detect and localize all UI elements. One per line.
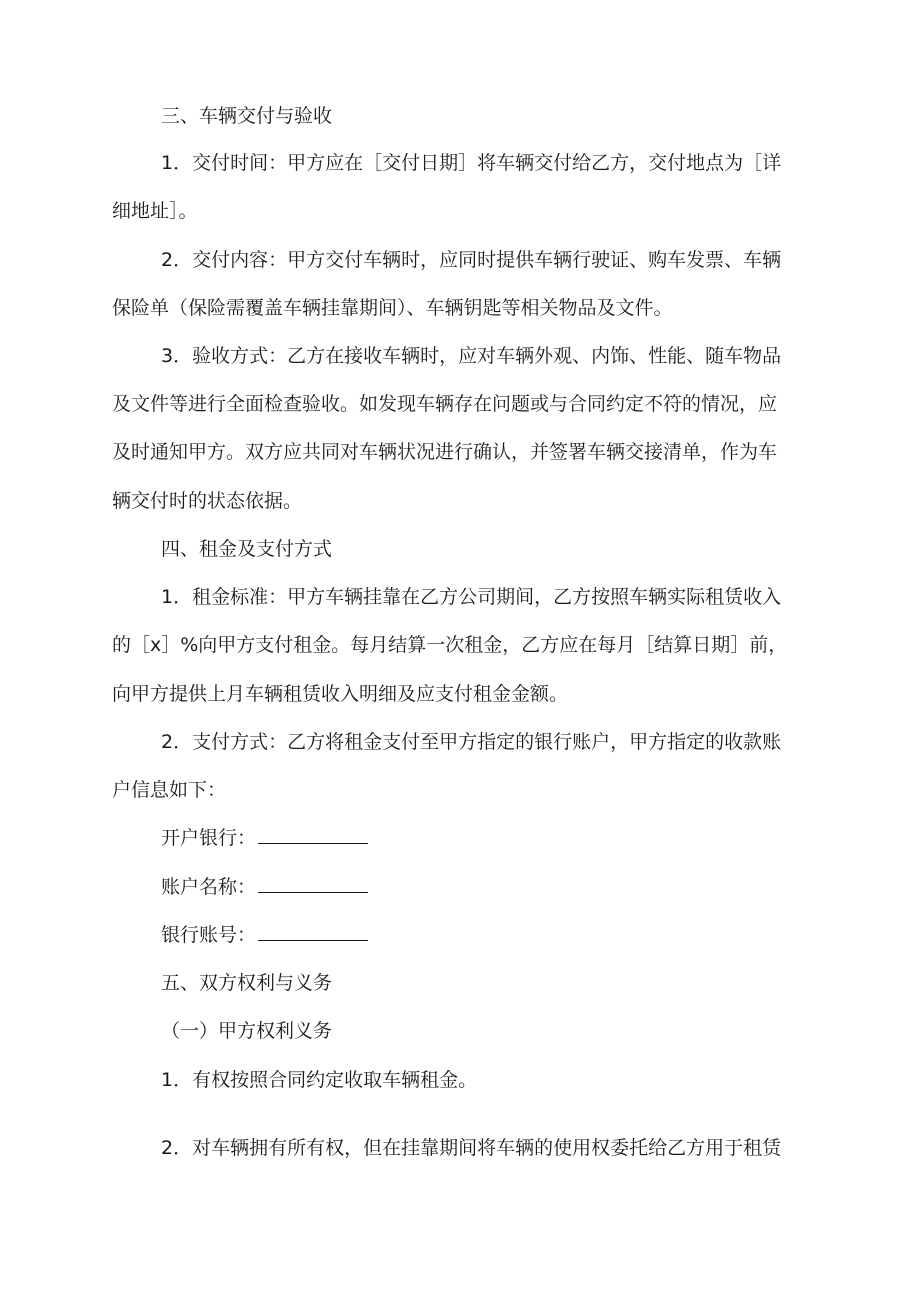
bank-name-row: [161, 826, 920, 850]
section-5-heading: 五、双方权利与义务: [161, 972, 333, 994]
account-name-blank[interactable]: [258, 888, 368, 893]
section-4-item-1-line-3: 向甲方提供上月车辆租赁收入明细及应支付租金金额。: [112, 683, 569, 705]
account-name-label: 账户名称：: [161, 876, 257, 898]
section-4-item-1-line-1: 1．租金标准：甲方车辆挂靠在乙方公司期间，乙方按照车辆实际租赁收入: [161, 586, 782, 608]
section-3-heading: 三、车辆交付与验收: [161, 105, 333, 127]
section-3-item-2-line-2: 保险单（保险需覆盖车辆挂靠期间）、车辆钥匙等相关物品及文件。: [112, 297, 673, 319]
bank-name-blank[interactable]: [258, 839, 368, 844]
section-4-item-2-line-2: 户信息如下：: [112, 779, 227, 801]
section-5-subheading: （一）甲方权利义务: [161, 1020, 333, 1042]
section-3-item-1-line-1: 1．交付时间：甲方应在［交付日期］将车辆交付给乙方，交付地点为［详: [161, 152, 782, 174]
account-number-row: [161, 923, 920, 947]
section-3-item-3-line-2: 及文件等进行全面检查验收。如发现车辆存在问题或与合同约定不符的情况，应: [112, 393, 778, 415]
section-3-item-3-line-1: 3．验收方式：乙方在接收车辆时，应对车辆外观、内饰、性能、随车物品: [161, 345, 782, 367]
section-5-item-2: 2．对车辆拥有所有权，但在挂靠期间将车辆的使用权委托给乙方用于租赁: [161, 1137, 782, 1159]
section-4-item-2-line-1: 2．支付方式：乙方将租金支付至甲方指定的银行账户，甲方指定的收款账: [161, 731, 782, 753]
section-3-item-2-line-1: 2．交付内容：甲方交付车辆时，应同时提供车辆行驶证、购车发票、车辆: [161, 249, 782, 271]
section-4-item-1-line-2: 的［x］%向甲方支付租金。每月结算一次租金，乙方应在每月［结算日期］前，: [112, 634, 788, 656]
section-4-heading: 四、租金及支付方式: [161, 538, 333, 560]
section-5-item-1: 1．有权按照合同约定收取车辆租金。: [161, 1069, 478, 1091]
account-number-blank[interactable]: [258, 936, 368, 941]
section-3-item-3-line-4: 辆交付时的状态依据。: [112, 490, 303, 512]
bank-name-label: 开户银行：: [161, 827, 257, 849]
account-name-row: [161, 875, 920, 899]
section-3-item-3-line-3: 及时通知甲方。双方应共同对车辆状况进行确认，并签署车辆交接清单，作为车: [112, 441, 778, 463]
account-number-label: 银行账号：: [161, 924, 257, 946]
section-3-item-1-line-2: 细地址］。: [112, 200, 198, 222]
